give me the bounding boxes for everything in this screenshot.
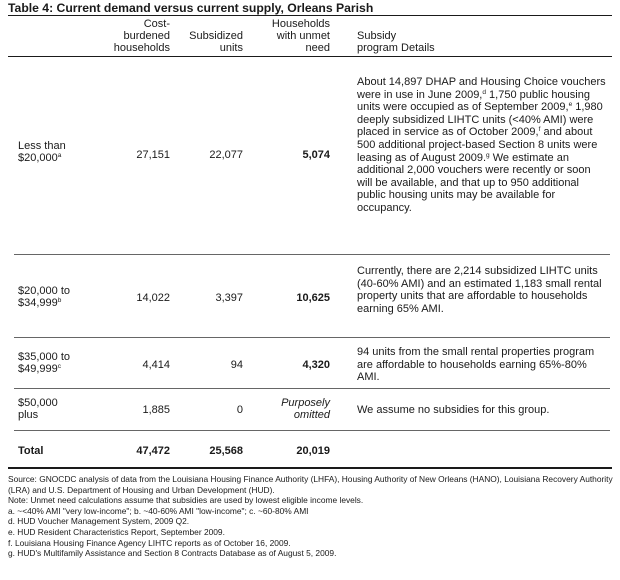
total-unmet-need: 20,019: [296, 445, 330, 457]
cost-burdened-value: 1,885: [142, 404, 170, 416]
unmet-need-value: 4,320: [302, 359, 330, 371]
total-label: Total: [18, 445, 44, 457]
header-unmet-need-line: with unmet: [276, 30, 330, 43]
footnote-marker: b: [57, 297, 62, 305]
row-label-20000-to-34999: [18, 285, 98, 309]
detail-text: and about 500 additional project-based Section 8 units were leasing as of August 2009.: [357, 126, 598, 164]
total-cost-burdened: 47,472: [136, 445, 170, 457]
unmet-need-value: 10,625: [296, 292, 330, 304]
row-label-line: Less than: [18, 140, 66, 152]
header-rule: [8, 56, 612, 57]
header-subsidized-line: units: [219, 42, 243, 55]
row-divider: [14, 430, 610, 431]
subsidy-details: [357, 76, 607, 215]
header-details-line: Subsidy: [357, 30, 397, 42]
subsidized-value: 0: [236, 404, 243, 416]
subsidy-details: We assume no subsidies for this group.: [357, 404, 550, 416]
subsidized-value: 3,397: [215, 292, 243, 304]
header-unmet-need: [243, 18, 330, 55]
detail-text: About 14,897 DHAP and Housing Choice vouchers were in use in June 2009,: [357, 76, 606, 101]
subsidized-value: 94: [230, 359, 243, 371]
header-cost-burdened: [96, 18, 170, 55]
unmet-need-omitted: [243, 397, 330, 421]
subsidy-details: Currently, there are 2,214 subsidized LIHTC units (40-60% AMI) and an estimated 1,183 small rental property units that are affordable to households earning 65% AMI.: [357, 265, 602, 315]
row-label-text: $49,999: [18, 363, 58, 376]
detail-text: 1,980 deeply subsidized LIHTC units (<40% AMI) were placed in service as of October 2009,: [357, 101, 603, 139]
cost-burdened-value: 27,151: [136, 149, 170, 161]
header-cost-burdened-line: burdened: [123, 30, 170, 43]
unmet-need-omitted-line: Purposely: [281, 397, 330, 409]
footnote-marker: g: [486, 151, 490, 159]
row-divider: [14, 388, 610, 389]
row-label-line: [18, 152, 98, 164]
detail-text: We estimate an additional 2,000 vouchers were recently or soon will be available, and that up to 950 additional public housing units may be available for occupancy.: [357, 151, 591, 214]
cost-burdened-value: 4,414: [142, 359, 170, 371]
header-cost-burdened-line: Cost-: [143, 18, 170, 30]
source-notes: [8, 474, 614, 559]
note-line: g. HUD's Multifamily Assistance and Section 8 Contracts Database as of August 5, 2009.: [8, 548, 337, 559]
row-divider: [14, 254, 610, 255]
header-cost-burdened-line: households: [113, 42, 170, 55]
note-line: Source: GNOCDC analysis of data from the Louisiana Housing Finance Authority (LHFA), Housing Authority of New Orleans (HANO), Louisiana Recovery Authority (LRA) and U.S. Department of Housing and Urban Development (HUD).: [8, 474, 613, 495]
unmet-need-value: 5,074: [302, 149, 330, 161]
footnote-marker: c: [57, 363, 62, 371]
row-label-line: $50,000: [18, 397, 58, 409]
header-subsidized: [170, 30, 243, 54]
row-divider: [14, 337, 610, 338]
row-label-line: plus: [18, 409, 39, 422]
header-details-line: program Details: [357, 42, 435, 55]
header-details: [357, 30, 537, 54]
row-label-text: $20,000: [18, 152, 58, 165]
footnote-marker: a: [57, 152, 62, 160]
subsidy-details: 94 units from the small rental properties program are affordable to households earning 65%-80% AMI.: [357, 346, 595, 384]
subsidized-value: 22,077: [209, 149, 243, 161]
footnote-marker: e: [568, 101, 573, 109]
row-label-less-than-20000: [18, 140, 98, 164]
unmet-need-omitted-line: omitted: [293, 409, 330, 422]
header-unmet-need-line: need: [305, 42, 330, 55]
row-label-35000-to-49999: [18, 351, 98, 375]
row-label-line: [18, 297, 98, 309]
note-line: a. ~<40% AMI "very low-income"; b. ~40-60% AMI "low-income"; c. ~60-80% AMI: [8, 505, 309, 516]
note-line: d. HUD Voucher Management System, 2009 Q2.: [8, 516, 190, 527]
table-title: Table 4: Current demand versus current supply, Orleans Parish: [8, 1, 374, 15]
row-label-text: $34,999: [18, 297, 58, 310]
note-line: Note: Unmet need calculations assume that subsidies are used by lowest eligible income levels.: [8, 495, 364, 506]
detail-text: 1,750 public housing units were occupied as of September 2009,: [357, 88, 590, 114]
row-label-line: [18, 363, 98, 375]
cost-burdened-value: 14,022: [136, 292, 170, 304]
header-subsidized-line: Subsidized: [189, 30, 243, 42]
row-label-line: $35,000 to: [18, 351, 70, 363]
note-line: f. Louisiana Housing Finance Agency LIHTC reports as of October 16, 2009.: [8, 537, 291, 548]
total-subsidized: 25,568: [209, 445, 243, 457]
row-label-50000-plus: [18, 397, 98, 421]
table-bottom-rule: [8, 467, 612, 469]
note-line: e. HUD Resident Characteristics Report, September 2009.: [8, 526, 225, 537]
title-rule: [8, 15, 612, 16]
header-unmet-need-line: Households: [271, 18, 330, 30]
row-label-line: $20,000 to: [18, 285, 70, 297]
footnote-marker: f: [538, 126, 541, 134]
footnote-marker: d: [482, 88, 486, 96]
